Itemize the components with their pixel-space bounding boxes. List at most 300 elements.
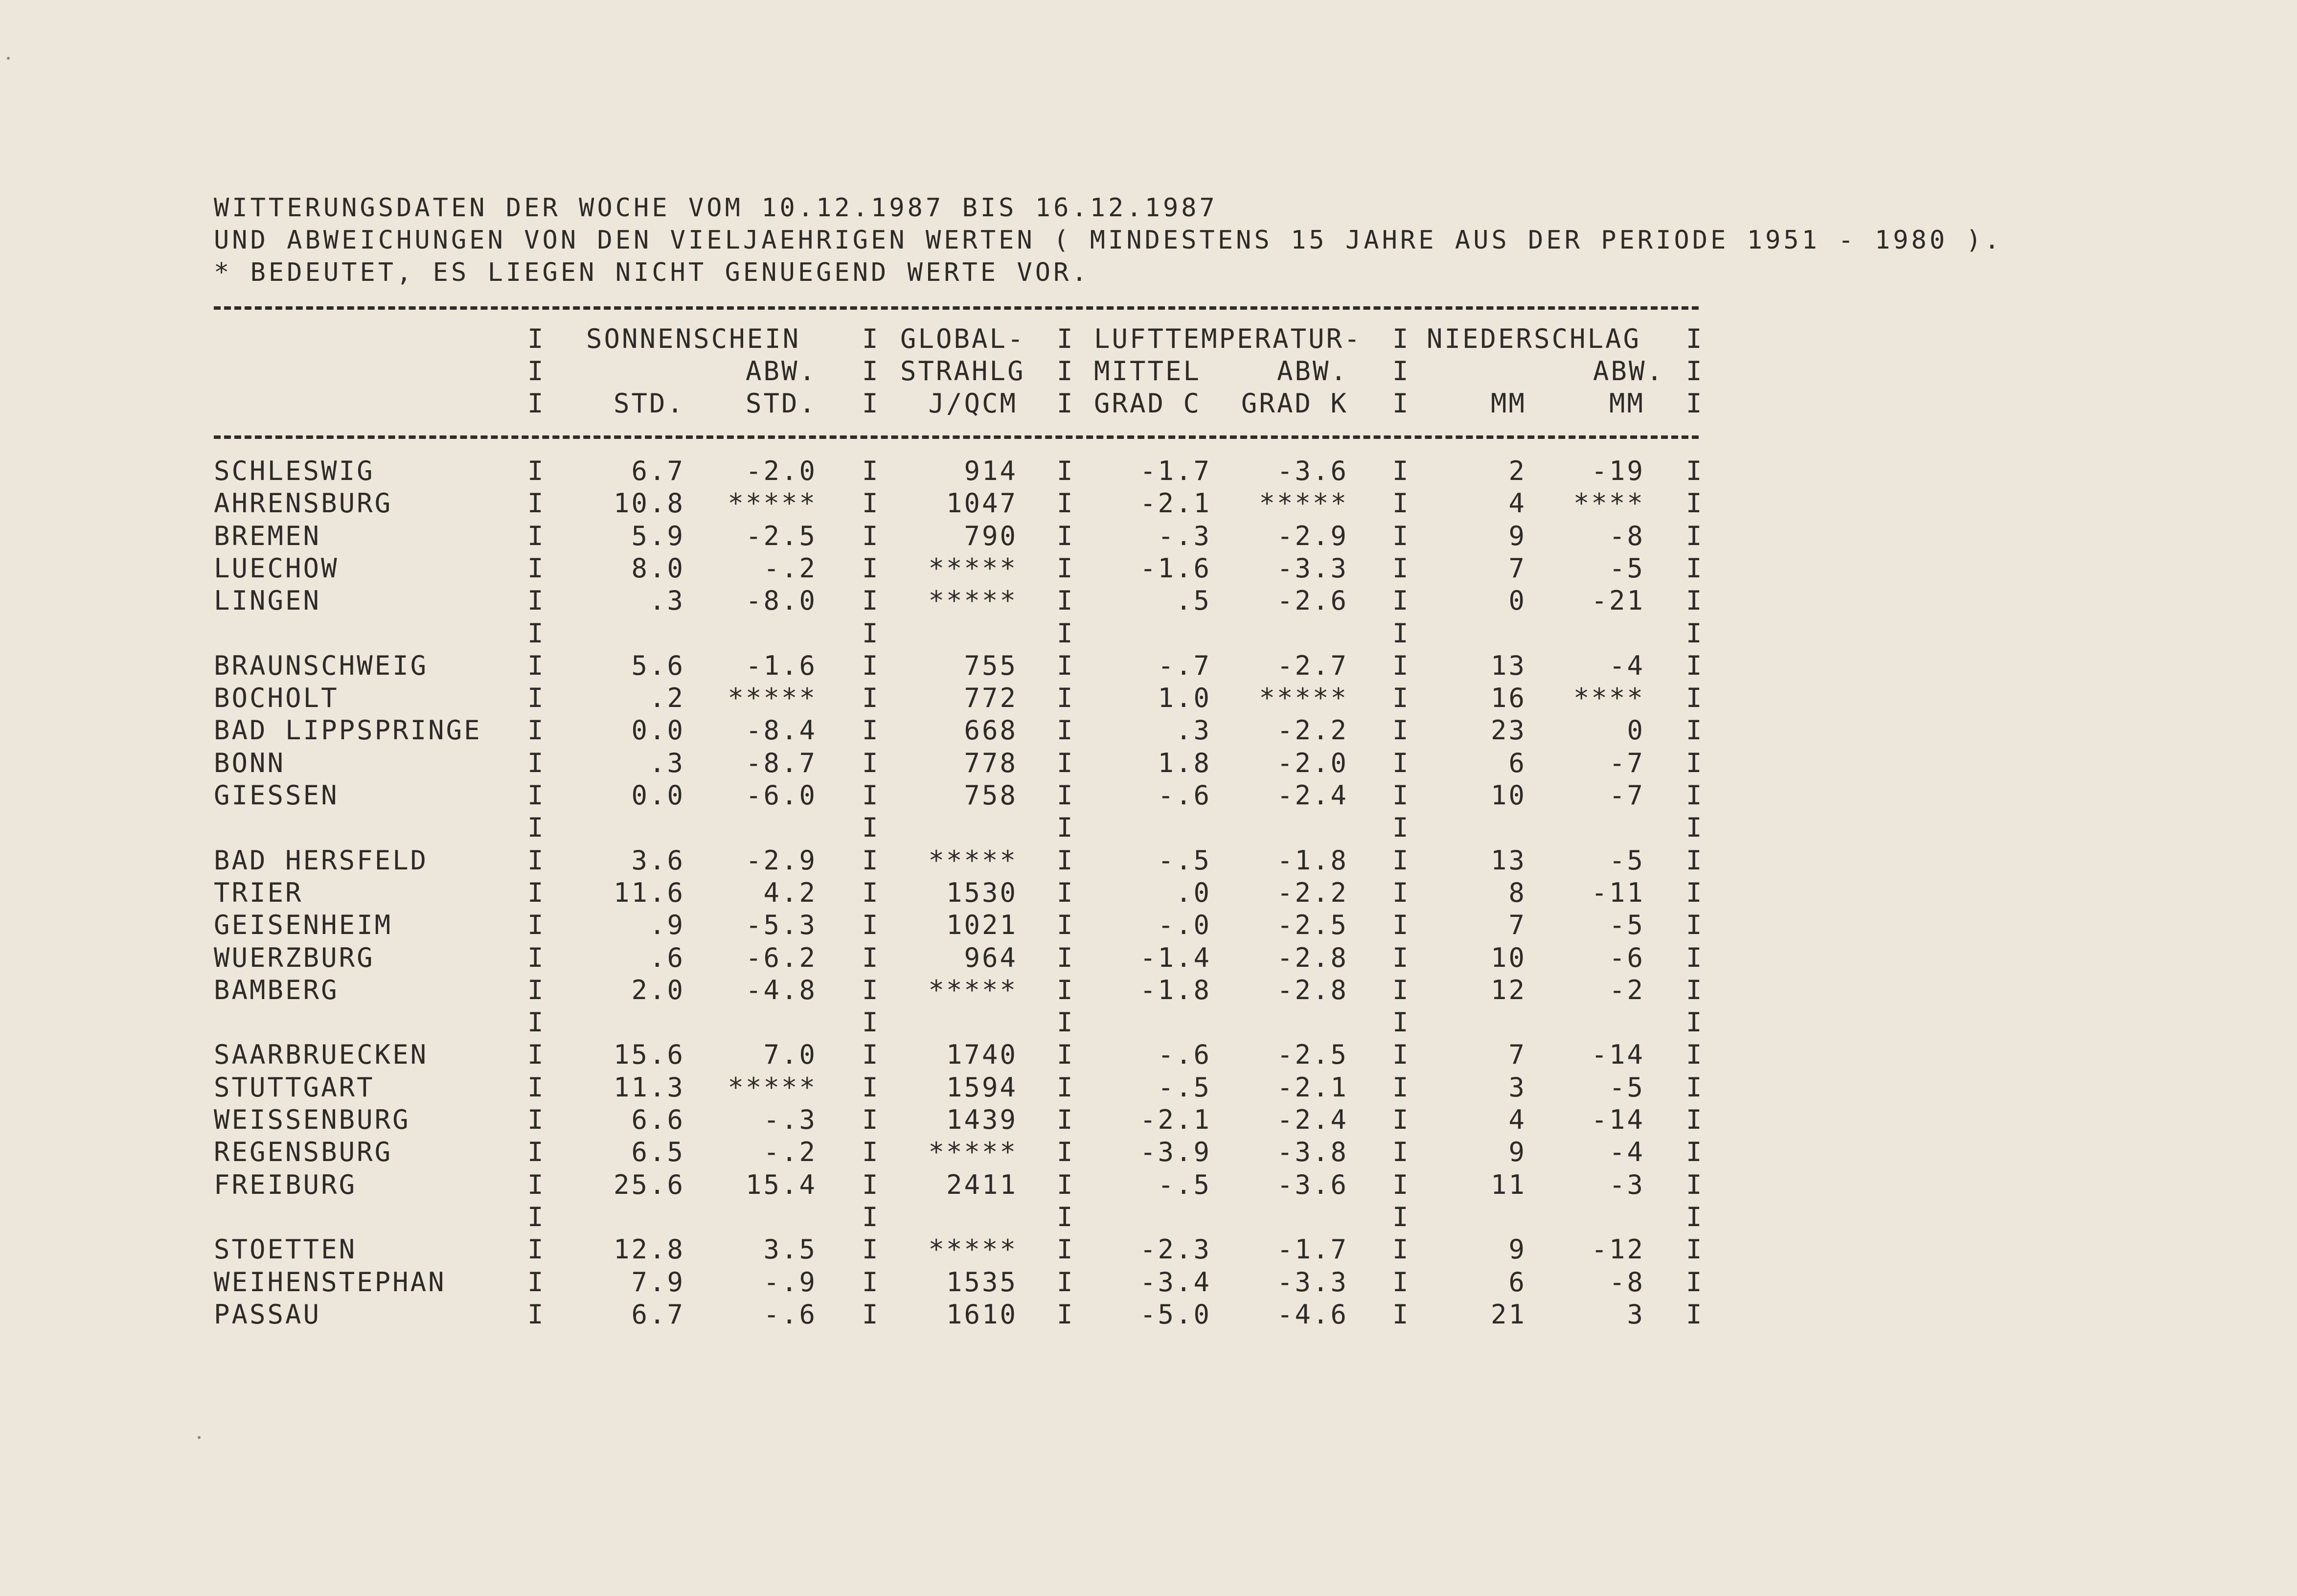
column-separator: I <box>527 456 544 486</box>
station-name: REGENSBURG <box>214 1137 393 1167</box>
column-separator: I <box>1392 553 1409 584</box>
station-name: SAARBRUECKEN <box>214 1039 429 1070</box>
column-separator: I <box>1057 456 1073 486</box>
column-separator: I <box>527 812 544 843</box>
global-radiation: 1439 <box>946 1104 1018 1135</box>
precipitation-mm: 6 <box>1508 748 1526 778</box>
station-name: TRIER <box>214 877 303 908</box>
column-separator: I <box>862 1039 878 1070</box>
column-separator: I <box>527 1299 544 1330</box>
column-separator: I <box>862 585 878 616</box>
global-radiation: 1740 <box>946 1039 1018 1070</box>
temp-mean: -.5 <box>1158 1169 1211 1200</box>
column-separator: I <box>1057 942 1073 973</box>
column-separator: I <box>1686 488 1702 519</box>
precipitation-deviation: **** <box>1573 683 1645 713</box>
global-radiation: ***** <box>928 585 1018 616</box>
column-separator: I <box>1392 456 1409 486</box>
sunshine-deviation: -8.0 <box>745 585 817 616</box>
station-name: BAMBERG <box>214 975 339 1005</box>
global-radiation: ***** <box>928 845 1018 876</box>
column-separator: I <box>1392 521 1409 551</box>
column-separator: I <box>862 1267 878 1298</box>
temp-mean: -.3 <box>1158 521 1211 551</box>
column-separator: I <box>527 845 544 876</box>
header-line-1: WITTERUNGSDATEN DER WOCHE VOM 10.12.1987 BIS 16.12.1987 <box>214 193 1218 223</box>
temp-deviation: ***** <box>1259 683 1348 713</box>
sunshine-hours: 5.6 <box>631 650 685 681</box>
column-separator: I <box>527 1202 544 1232</box>
sunshine-deviation: ***** <box>728 1072 817 1103</box>
precipitation-mm: 9 <box>1508 1234 1526 1265</box>
temp-deviation: -3.8 <box>1276 1137 1348 1167</box>
station-name: GIESSEN <box>214 780 339 811</box>
temp-mean: -.5 <box>1158 845 1211 876</box>
precipitation-deviation: -21 <box>1591 585 1645 616</box>
sunshine-hours: 8.0 <box>631 553 685 584</box>
column-separator: I <box>862 1104 878 1135</box>
column-separator: I <box>1686 877 1702 908</box>
column-separator: I <box>527 1072 544 1103</box>
precipitation-mm: 6 <box>1508 1267 1526 1298</box>
sunshine-deviation: 7.0 <box>763 1039 817 1070</box>
column-separator: I <box>527 683 544 713</box>
column-separator: I <box>862 553 878 584</box>
column-separator: I <box>527 1104 544 1135</box>
sunshine-hours: .6 <box>649 942 685 973</box>
sunshine-hours: .3 <box>649 585 685 616</box>
column-separator: I <box>1057 715 1073 746</box>
column-separator: I <box>1686 650 1702 681</box>
global-radiation: 1530 <box>946 877 1018 908</box>
sunshine-hours: 5.9 <box>631 521 685 551</box>
sunshine-deviation: -.2 <box>763 553 817 584</box>
temp-deviation: -4.6 <box>1276 1299 1348 1330</box>
precipitation-deviation: -5 <box>1609 1072 1645 1103</box>
rule-header <box>214 435 1699 439</box>
precipitation-mm: 4 <box>1508 1104 1526 1135</box>
column-separator: I <box>1392 1202 1409 1232</box>
column-separator: I <box>1392 1267 1409 1298</box>
sunshine-hours: 12.8 <box>613 1234 685 1265</box>
column-separator: I <box>862 1007 878 1038</box>
column-separator: I <box>1057 1104 1073 1135</box>
precipitation-deviation: -2 <box>1609 975 1645 1005</box>
column-separator: I <box>1686 1039 1702 1070</box>
sunshine-deviation: 15.4 <box>745 1169 817 1200</box>
column-separator: I <box>1057 910 1073 940</box>
temp-deviation: -2.2 <box>1276 715 1348 746</box>
precipitation-mm: 7 <box>1508 910 1526 940</box>
precipitation-deviation: 3 <box>1627 1299 1645 1330</box>
sunshine-deviation: -6.0 <box>745 780 817 811</box>
column-separator: I <box>1392 715 1409 746</box>
temp-mean: 1.0 <box>1158 683 1211 713</box>
column-separator: I <box>862 1169 878 1200</box>
global-radiation: ***** <box>928 1137 1018 1167</box>
temp-deviation: -2.6 <box>1276 585 1348 616</box>
global-radiation: 758 <box>964 780 1018 811</box>
sunshine-deviation: ***** <box>728 488 817 519</box>
column-separator: I <box>1686 456 1702 486</box>
station-name: WEISSENBURG <box>214 1104 410 1135</box>
column-separator: I <box>1057 1267 1073 1298</box>
sunshine-hours: 10.8 <box>613 488 685 519</box>
header-abw: ABW. <box>1276 356 1348 387</box>
temp-deviation: -2.5 <box>1276 1039 1348 1070</box>
sunshine-hours: 6.7 <box>631 456 685 486</box>
temp-mean: .3 <box>1175 715 1211 746</box>
header-jqcm: J/QCM <box>928 388 1018 419</box>
column-separator: I <box>1392 780 1409 811</box>
column-separator: I <box>1686 1169 1702 1200</box>
column-separator: I <box>527 585 544 616</box>
sunshine-hours: 25.6 <box>613 1169 685 1200</box>
temp-deviation: -3.6 <box>1276 1169 1348 1200</box>
column-separator: I <box>1057 585 1073 616</box>
precipitation-mm: 9 <box>1508 521 1526 551</box>
sunshine-hours: 11.6 <box>613 877 685 908</box>
precipitation-mm: 8 <box>1508 877 1526 908</box>
header-abw: ABW. <box>1592 356 1664 387</box>
station-name: AHRENSBURG <box>214 488 393 519</box>
column-separator: I <box>1686 910 1702 940</box>
column-separator: I <box>1686 748 1702 778</box>
global-radiation: 772 <box>964 683 1018 713</box>
global-radiation: 755 <box>964 650 1018 681</box>
sunshine-deviation: -.9 <box>763 1267 817 1298</box>
column-separator: I <box>1392 877 1409 908</box>
precipitation-mm: 7 <box>1508 553 1526 584</box>
column-separator: I <box>1392 748 1409 778</box>
precipitation-deviation: -19 <box>1591 456 1645 486</box>
temp-deviation: -1.8 <box>1276 845 1348 876</box>
temp-mean: 1.8 <box>1158 748 1211 778</box>
column-separator: I <box>1686 1234 1702 1265</box>
station-name: BRAUNSCHWEIG <box>214 650 429 681</box>
column-separator: I <box>1057 1234 1073 1265</box>
precipitation-mm: 13 <box>1490 650 1526 681</box>
temp-mean: -2.1 <box>1139 1104 1211 1135</box>
column-separator: I <box>1392 1234 1409 1265</box>
sunshine-deviation: 3.5 <box>763 1234 817 1265</box>
sunshine-deviation: -2.0 <box>745 456 817 486</box>
column-separator: I <box>1686 618 1702 649</box>
column-separator: I <box>1057 650 1073 681</box>
column-separator: I <box>1392 1039 1409 1070</box>
precipitation-deviation: -8 <box>1609 521 1645 551</box>
temp-deviation: -2.2 <box>1276 877 1348 908</box>
global-radiation: 1535 <box>946 1267 1018 1298</box>
sunshine-hours: .2 <box>649 683 685 713</box>
station-name: LUECHOW <box>214 553 339 584</box>
temp-deviation: ***** <box>1259 488 1348 519</box>
precipitation-mm: 13 <box>1490 845 1526 876</box>
sunshine-deviation: -8.7 <box>745 748 817 778</box>
temp-deviation: -2.7 <box>1276 650 1348 681</box>
temp-deviation: -2.4 <box>1276 780 1348 811</box>
temp-mean: -1.4 <box>1139 942 1211 973</box>
temp-mean: -5.0 <box>1139 1299 1211 1330</box>
station-name: WUERZBURG <box>214 942 375 973</box>
column-separator: I <box>1392 1299 1409 1330</box>
global-radiation: 1610 <box>946 1299 1018 1330</box>
column-separator: I <box>527 388 544 419</box>
station-name: BAD LIPPSPRINGE <box>214 715 482 746</box>
column-separator: I <box>862 812 878 843</box>
column-separator: I <box>1057 323 1073 354</box>
temp-mean: -2.1 <box>1139 488 1211 519</box>
global-radiation: ***** <box>928 1234 1018 1265</box>
precipitation-deviation: -5 <box>1609 845 1645 876</box>
header-sonnenschein: SONNENSCHEIN <box>586 323 801 354</box>
temp-deviation: -2.4 <box>1276 1104 1348 1135</box>
temp-mean: -.6 <box>1158 780 1211 811</box>
temp-mean: -2.3 <box>1139 1234 1211 1265</box>
temp-mean: .5 <box>1175 585 1211 616</box>
sunshine-hours: 0.0 <box>631 780 685 811</box>
column-separator: I <box>1057 845 1073 876</box>
temp-mean: -.5 <box>1158 1072 1211 1103</box>
column-separator: I <box>1392 1169 1409 1200</box>
column-separator: I <box>527 942 544 973</box>
column-separator: I <box>527 553 544 584</box>
precipitation-mm: 10 <box>1490 780 1526 811</box>
column-separator: I <box>1057 1039 1073 1070</box>
column-separator: I <box>1392 323 1409 354</box>
column-separator: I <box>1057 1169 1073 1200</box>
column-separator: I <box>1686 780 1702 811</box>
header-global: GLOBAL- <box>900 323 1025 354</box>
column-separator: I <box>1392 683 1409 713</box>
column-separator: I <box>527 1137 544 1167</box>
column-separator: I <box>1392 812 1409 843</box>
sunshine-hours: .9 <box>649 910 685 940</box>
precipitation-mm: 16 <box>1490 683 1526 713</box>
column-separator: I <box>862 683 878 713</box>
sunshine-deviation: ***** <box>728 683 817 713</box>
station-name: BAD HERSFELD <box>214 845 429 876</box>
precipitation-deviation: -4 <box>1609 650 1645 681</box>
column-separator: I <box>527 1267 544 1298</box>
column-separator: I <box>527 1007 544 1038</box>
column-separator: I <box>1392 650 1409 681</box>
column-separator: I <box>862 942 878 973</box>
temp-mean: -3.4 <box>1139 1267 1211 1298</box>
column-separator: I <box>1057 877 1073 908</box>
header-niederschlag: NIEDERSCHLAG <box>1427 323 1641 354</box>
global-radiation: 668 <box>964 715 1018 746</box>
column-separator: I <box>1686 1299 1702 1330</box>
column-separator: I <box>862 1202 878 1232</box>
temp-mean: -3.9 <box>1139 1137 1211 1167</box>
sunshine-hours: 11.3 <box>613 1072 685 1103</box>
temp-deviation: -1.7 <box>1276 1234 1348 1265</box>
sunshine-deviation: 4.2 <box>763 877 817 908</box>
sunshine-deviation: -2.9 <box>745 845 817 876</box>
column-separator: I <box>1686 1267 1702 1298</box>
column-separator: I <box>527 618 544 649</box>
temp-mean: -1.6 <box>1139 553 1211 584</box>
precipitation-deviation: -7 <box>1609 780 1645 811</box>
sunshine-deviation: -.6 <box>763 1299 817 1330</box>
column-separator: I <box>1057 618 1073 649</box>
sunshine-hours: .3 <box>649 748 685 778</box>
column-separator: I <box>1392 356 1409 387</box>
sunshine-deviation: -2.5 <box>745 521 817 551</box>
sunshine-deviation: -6.2 <box>745 942 817 973</box>
sunshine-hours: 0.0 <box>631 715 685 746</box>
sunshine-deviation: -.3 <box>763 1104 817 1135</box>
column-separator: I <box>862 323 878 354</box>
sunshine-hours: 3.6 <box>631 845 685 876</box>
column-separator: I <box>527 877 544 908</box>
column-separator: I <box>527 715 544 746</box>
precipitation-mm: 2 <box>1508 456 1526 486</box>
sunshine-deviation: -1.6 <box>745 650 817 681</box>
sunshine-hours: 15.6 <box>613 1039 685 1070</box>
column-separator: I <box>527 975 544 1005</box>
column-separator: I <box>1686 585 1702 616</box>
column-separator: I <box>1686 1104 1702 1135</box>
global-radiation: 1047 <box>946 488 1018 519</box>
column-separator: I <box>862 748 878 778</box>
global-radiation: 1021 <box>946 910 1018 940</box>
precipitation-deviation: -5 <box>1609 553 1645 584</box>
column-separator: I <box>862 488 878 519</box>
global-radiation: 914 <box>964 456 1018 486</box>
column-separator: I <box>527 356 544 387</box>
column-separator: I <box>862 780 878 811</box>
station-name: BONN <box>214 748 286 778</box>
sunshine-hours: 6.6 <box>631 1104 685 1135</box>
temp-deviation: -2.9 <box>1276 521 1348 551</box>
precipitation-mm: 3 <box>1508 1072 1526 1103</box>
precipitation-mm: 9 <box>1508 1137 1526 1167</box>
column-separator: I <box>1392 488 1409 519</box>
column-separator: I <box>1392 1137 1409 1167</box>
column-separator: I <box>1686 388 1702 419</box>
header-line-2: UND ABWEICHUNGEN VON DEN VIELJAEHRIGEN WERTEN ( MINDESTENS 15 JAHRE AUS DER PERIODE 1951 - 1980 ). <box>214 226 2003 255</box>
station-name: LINGEN <box>214 585 321 616</box>
column-separator: I <box>1686 812 1702 843</box>
precipitation-mm: 21 <box>1490 1299 1526 1330</box>
header-abw: ABW. <box>745 356 817 387</box>
precipitation-mm: 10 <box>1490 942 1526 973</box>
temp-deviation: -3.6 <box>1276 456 1348 486</box>
sunshine-hours: 6.5 <box>631 1137 685 1167</box>
column-separator: I <box>1057 748 1073 778</box>
column-separator: I <box>1392 942 1409 973</box>
temp-deviation: -2.0 <box>1276 748 1348 778</box>
station-name: PASSAU <box>214 1299 321 1330</box>
column-separator: I <box>1057 388 1073 419</box>
header-line-3: * BEDEUTET, ES LIEGEN NICHT GENUEGEND WERTE VOR. <box>214 258 1090 287</box>
header-mittel: MITTEL <box>1094 356 1202 387</box>
precipitation-deviation: -11 <box>1591 877 1645 908</box>
column-separator: I <box>1392 845 1409 876</box>
temp-deviation: -2.1 <box>1276 1072 1348 1103</box>
column-separator: I <box>1057 553 1073 584</box>
temp-mean: -.6 <box>1158 1039 1211 1070</box>
temp-deviation: -2.5 <box>1276 910 1348 940</box>
column-separator: I <box>1686 1007 1702 1038</box>
temp-mean: -.7 <box>1158 650 1211 681</box>
paper-speck <box>7 57 10 60</box>
column-separator: I <box>1392 1104 1409 1135</box>
global-radiation: 2411 <box>946 1169 1018 1200</box>
column-separator: I <box>1686 975 1702 1005</box>
column-separator: I <box>1057 1007 1073 1038</box>
precipitation-deviation: -14 <box>1591 1039 1645 1070</box>
station-name: STOETTEN <box>214 1234 357 1265</box>
precipitation-deviation: 0 <box>1627 715 1645 746</box>
temp-deviation: -2.8 <box>1276 975 1348 1005</box>
station-name: BOCHOLT <box>214 683 339 713</box>
global-radiation: ***** <box>928 975 1018 1005</box>
column-separator: I <box>1686 942 1702 973</box>
column-separator: I <box>862 1072 878 1103</box>
precipitation-deviation: -4 <box>1609 1137 1645 1167</box>
column-separator: I <box>1686 1137 1702 1167</box>
sunshine-deviation: -4.8 <box>745 975 817 1005</box>
sunshine-hours: 7.9 <box>631 1267 685 1298</box>
column-separator: I <box>1686 683 1702 713</box>
column-separator: I <box>1686 521 1702 551</box>
column-separator: I <box>1057 1072 1073 1103</box>
column-separator: I <box>1686 715 1702 746</box>
column-separator: I <box>862 618 878 649</box>
precipitation-mm: 23 <box>1490 715 1526 746</box>
column-separator: I <box>1392 1072 1409 1103</box>
temp-deviation: -3.3 <box>1276 1267 1348 1298</box>
header-grad-k: GRAD K <box>1241 388 1348 419</box>
column-separator: I <box>1057 975 1073 1005</box>
column-separator: I <box>527 521 544 551</box>
column-separator: I <box>1686 356 1702 387</box>
column-separator: I <box>1392 388 1409 419</box>
column-separator: I <box>1686 323 1702 354</box>
global-radiation: 964 <box>964 942 1018 973</box>
precipitation-deviation: -14 <box>1591 1104 1645 1135</box>
sunshine-deviation: -8.4 <box>745 715 817 746</box>
header-mm: MM <box>1609 388 1645 419</box>
global-radiation: 790 <box>964 521 1018 551</box>
column-separator: I <box>527 650 544 681</box>
column-separator: I <box>862 456 878 486</box>
column-separator: I <box>527 910 544 940</box>
column-separator: I <box>862 1299 878 1330</box>
column-separator: I <box>862 910 878 940</box>
temp-deviation: -2.8 <box>1276 942 1348 973</box>
column-separator: I <box>862 845 878 876</box>
column-separator: I <box>1057 356 1073 387</box>
column-separator: I <box>1392 585 1409 616</box>
header-mm: MM <box>1490 388 1526 419</box>
station-name: BREMEN <box>214 521 321 551</box>
precipitation-deviation: -6 <box>1609 942 1645 973</box>
column-separator: I <box>1057 488 1073 519</box>
temp-mean: .0 <box>1175 877 1211 908</box>
station-name: STUTTGART <box>214 1072 375 1103</box>
header-grad-c: GRAD C <box>1094 388 1202 419</box>
rule-top <box>214 306 1699 310</box>
station-name: WEIHENSTEPHAN <box>214 1267 446 1298</box>
temp-mean: -.0 <box>1158 910 1211 940</box>
column-separator: I <box>1686 553 1702 584</box>
column-separator: I <box>1057 683 1073 713</box>
temp-deviation: -3.3 <box>1276 553 1348 584</box>
